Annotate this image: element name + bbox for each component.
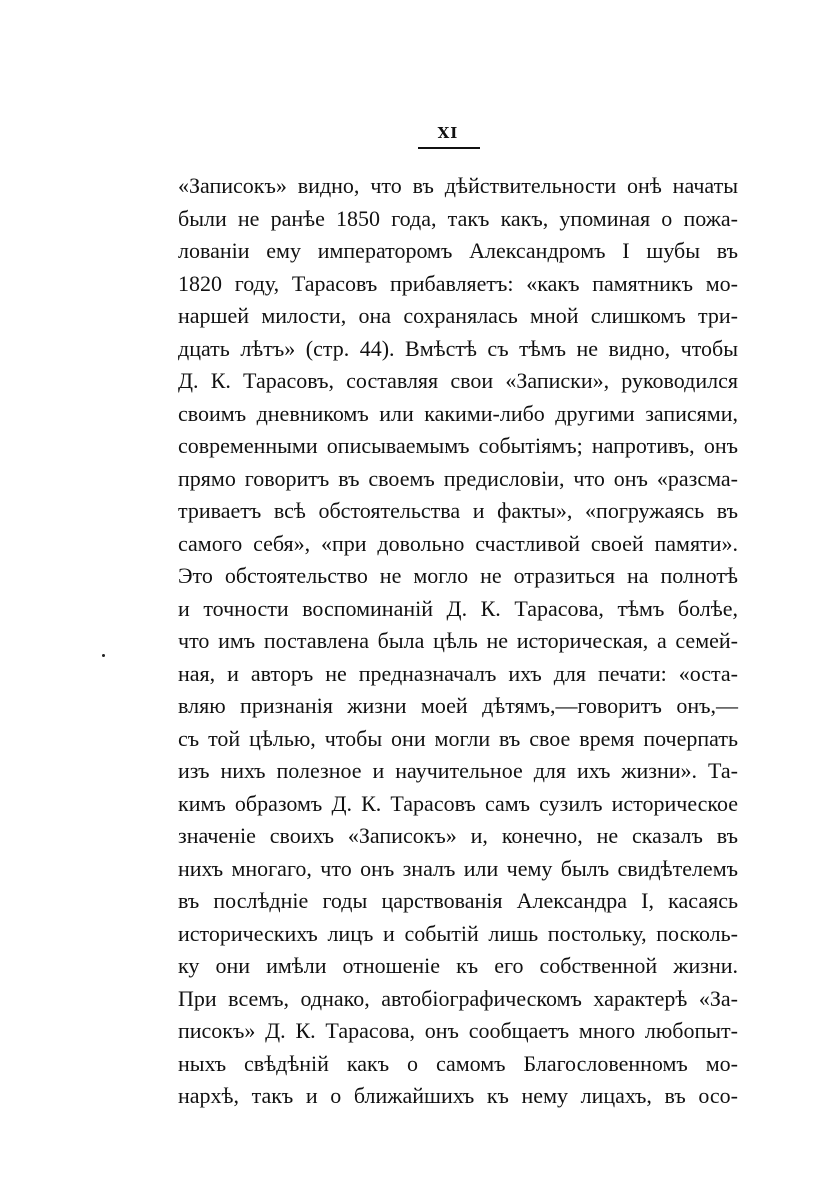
text-line: и точности воспоминаній Д. К. Тарасова, тѣмъ болѣе,	[178, 595, 738, 621]
text-line: дцать лѣтъ» (стр. 44). Вмѣстѣ съ тѣмъ не видно, чтобы	[178, 335, 738, 361]
text-line: самого себя», «при довольно счастливой своей памяти».	[178, 530, 738, 556]
text-line: въ послѣдніе годы царствованія Александра I, касаясь	[178, 888, 738, 913]
text-line: своимъ дневникомъ или какими-либо другими записями,	[178, 400, 738, 426]
text-line: ныхъ свѣдѣній какъ о самомъ Благословенномъ мо-	[178, 1050, 738, 1076]
text-line: были не ранѣе 1850 года, такъ какъ, упоминая о пожа-	[178, 205, 738, 231]
text-line: Д. К. Тарасовъ, составляя свои «Записки», руководился	[178, 368, 738, 393]
text-line: съ той цѣлью, чтобы они могли въ свое время почерпать	[178, 725, 738, 751]
text-line: историческихъ лицъ и событій лишь постольку, посколь-	[178, 920, 738, 946]
text-line: что имъ поставлена была цѣль не историческая, а семей-	[178, 628, 738, 653]
text-line: 1820 году, Тарасовъ прибавляетъ: «какъ памятникъ мо-	[178, 270, 738, 296]
text-line: писокъ» Д. К. Тарасова, онъ сообщаетъ много любопыт-	[178, 1018, 738, 1043]
text-line: прямо говоритъ въ своемъ предисловіи, что онъ «разсма-	[178, 465, 738, 491]
text-line: вляю признанія жизни моей дѣтямъ,—говоритъ онъ,—	[178, 693, 738, 718]
text-line: При всемъ, однако, автобіографическомъ характерѣ «За-	[178, 985, 738, 1011]
body-text	[178, 170, 738, 1113]
text-line: лованіи ему императоромъ Александромъ I шубы въ	[178, 238, 738, 263]
text-line: нархѣ, такъ и о ближайшихъ къ нему лицахъ, въ осо-	[178, 1083, 738, 1108]
margin-speck	[102, 654, 105, 657]
text-line: нихъ многаго, что онъ зналъ или чему былъ свидѣтелемъ	[178, 855, 738, 881]
text-line: наршей милости, она сохранялась мной слишкомъ три-	[178, 303, 738, 328]
text-line: ная, и авторъ не предназначалъ ихъ для печати: «оста-	[178, 660, 738, 686]
text-line: значеніе своихъ «Записокъ» и, конечно, не сказалъ въ	[178, 823, 738, 848]
page-number: XI	[437, 124, 459, 142]
text-line: триваетъ всѣ обстоятельства и факты», «погружаясь въ	[178, 498, 738, 523]
text-line: современными описываемымъ событіямъ; напротивъ, онъ	[178, 433, 738, 458]
text-line: кимъ образомъ Д. К. Тарасовъ самъ сузилъ историческое	[178, 790, 738, 816]
text-line: Это обстоятельство не могло не отразиться на полнотѣ	[178, 563, 738, 588]
text-line: изъ нихъ полезное и научительное для ихъ жизни». Та-	[178, 758, 738, 783]
page-number-rule	[418, 147, 480, 149]
text-line: «Записокъ» видно, что въ дѣйствительности онѣ начаты	[178, 173, 738, 198]
text-line: ку они имѣли отношеніе къ его собственной жизни.	[178, 953, 738, 978]
